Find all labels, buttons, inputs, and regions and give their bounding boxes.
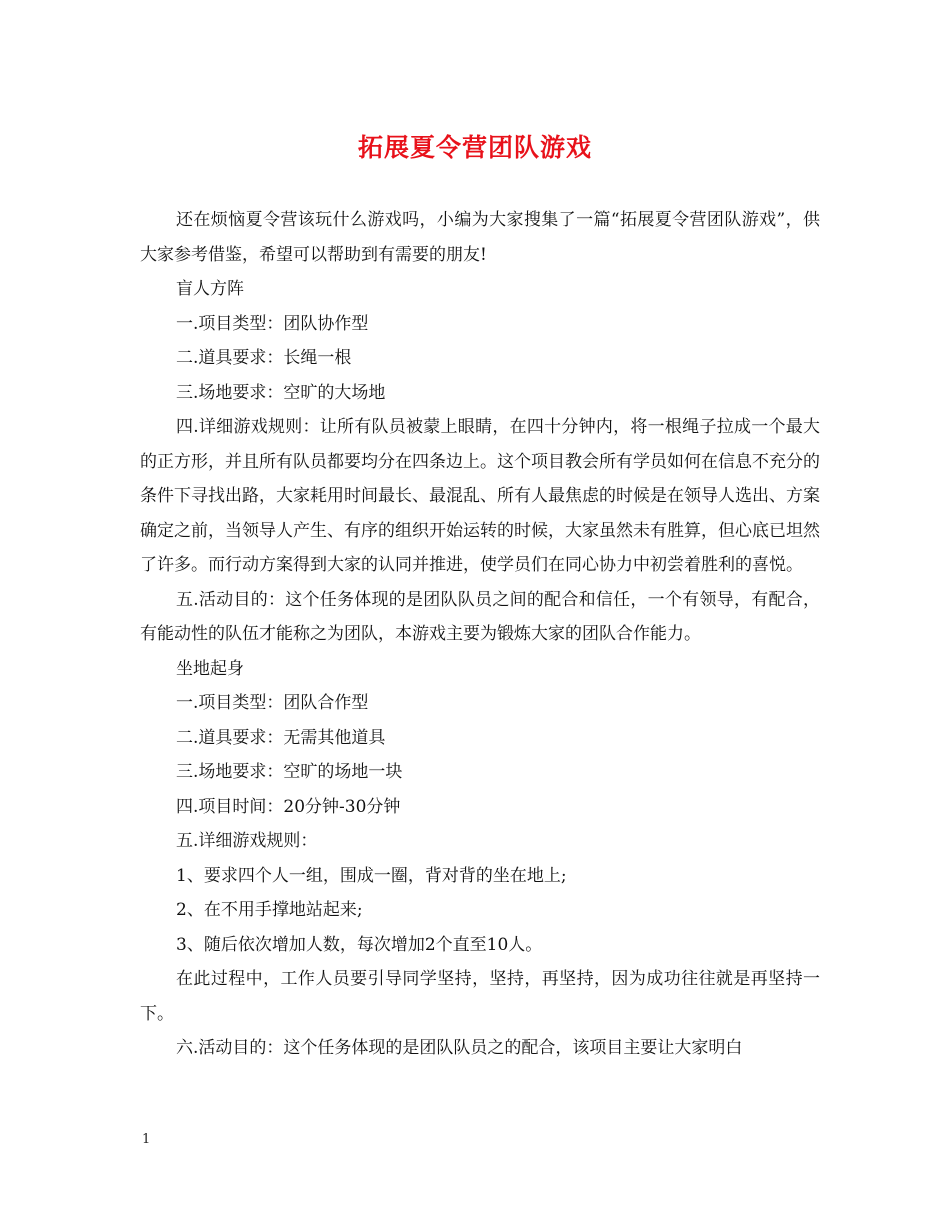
document-title: 拓展夏令营团队游戏 [357,133,592,162]
paragraph-step: 3、随后依次增加人数，每次增加2个直至10人。 [176,934,543,955]
paragraph-note: 在此过程中，工作人员要引导同学坚持，坚持，再坚持，因为成功往往就是再坚持一下。 [140,969,820,1024]
paragraph-rules: 四.详细游戏规则：让所有队员被蒙上眼睛，在四十分钟内，将一根绳子拉成一个最大的正方形，并且所有队员都要均分在四条边上。这个项目教会所有学员如何在信息不充分的条件下寻找出路，大家耗用时间最长、最混乱、所有人最焦虑的时候是在领导人选出、方案确定之前，当领导人产生、有序的组织开始运转的时候，大家虽然未有胜算，但心底已坦然了许多。而行动方案得到大家的认同并推进，使学员们在同心协力中初尝着胜利的喜悦。 [140,417,820,575]
section-heading-blind-square: 盲人方阵 [176,279,244,299]
document-body [140,203,820,1066]
section-heading-sit-stand: 坐地起身 [176,658,244,679]
paragraph-step: 2、在不用手撑地站起来; [176,900,363,920]
paragraph-item: 三.场地要求：空旷的大场地 [176,382,386,403]
page-number: 1 [142,1132,151,1147]
paragraph-item: 一.项目类型：团队协作型 [176,313,369,334]
paragraph-item: 三.场地要求：空旷的场地一块 [176,762,403,782]
paragraph-item: 四.项目时间：20分钟-30分钟 [176,796,401,817]
paragraph-purpose: 五.活动目的：这个任务体现的是团队队员之间的配合和信任，一个有领导，有配合，有能动性的队伍才能称之为团队，本游戏主要为锻炼大家的团队合作能力。 [140,589,820,644]
paragraph-step: 1、要求四个人一组，围成一圈，背对背的坐在地上; [176,865,567,886]
paragraph-item: 二.道具要求：无需其他道具 [176,727,386,748]
paragraph-intro: 还在烦恼夏令营该玩什么游戏吗，小编为大家搜集了一篇“拓展夏令营团队游戏”，供大家参考借鉴，希望可以帮助到有需要的朋友! [140,210,820,265]
paragraph-purpose: 六.活动目的：这个任务体现的是团队队员之的配合，该项目主要让大家明白 [176,1038,743,1058]
paragraph-item: 二.道具要求：长绳一根 [176,348,352,368]
paragraph-item: 五.详细游戏规则： [176,831,318,851]
paragraph-item: 一.项目类型：团队合作型 [176,693,369,713]
